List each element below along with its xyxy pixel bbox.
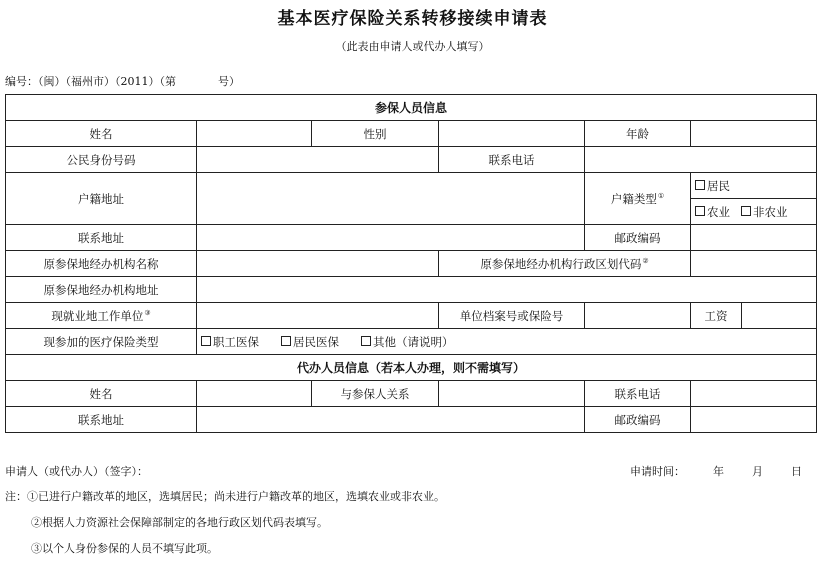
other-insurance-label: 其他（请说明） [373,334,454,349]
postal-code-field[interactable] [691,225,817,251]
note-2: ②根据人力资源社会保障部制定的各地行政区划代码表填写。 [31,516,328,529]
notes-label: 注： [5,490,27,503]
region-code-text: 原参保地经办机构行政区划代码 [480,256,642,271]
agent-phone-label: 联系电话 [585,381,691,407]
insurance-type-options [197,329,817,355]
id-number-label: 公民身份号码 [6,147,197,173]
agent-name-field[interactable] [197,381,312,407]
agent-relation-label: 与参保人关系 [312,381,439,407]
footnote-1-mark: ① [657,191,665,200]
id-number-field[interactable] [197,147,439,173]
agent-relation-field[interactable] [439,381,585,407]
orig-agency-address-label: 原参保地经办机构地址 [6,277,197,303]
resident-insurance-checkbox[interactable] [281,336,291,346]
form-title: 基本医疗保险关系转移接续申请表 [277,9,548,29]
agent-name-label: 姓名 [6,381,197,407]
age-label: 年龄 [585,121,691,147]
month-label: 月 [751,465,763,478]
orig-agency-name-field[interactable] [197,251,439,277]
salary-label: 工资 [691,303,742,329]
agricultural-checkbox[interactable] [695,206,705,216]
time-label: 申请时间： [630,465,685,478]
name-field[interactable] [197,121,312,147]
application-time [630,463,802,479]
insurance-type-label: 现参加的医疗保险类型 [6,329,197,355]
agent-postal-field[interactable] [691,407,817,433]
age-field[interactable] [691,121,817,147]
agri-options [691,199,817,225]
employer-label [6,303,197,329]
footnote-2-mark: ② [642,256,649,265]
agent-address-label: 联系地址 [6,407,197,433]
employee-insurance-checkbox[interactable] [201,336,211,346]
resident-label: 居民 [707,178,730,193]
employer-field[interactable] [197,303,439,329]
agricultural-label: 农业 [707,204,730,219]
footnote-3-mark: ③ [144,308,151,317]
agent-section-heading: 代办人员信息（若本人办理，则不需填写） [6,355,817,381]
non-agricultural-label: 非农业 [752,204,788,219]
note-1-text: ①已进行户籍改革的地区，选填居民；尚未进行户籍改革的地区，选填农业或非农业。 [27,490,445,503]
orig-agency-name-label: 原参保地经办机构名称 [6,251,197,277]
resident-insurance-label: 居民医保 [293,334,339,349]
region-code-field[interactable] [691,251,817,277]
application-form-table [5,94,817,433]
agent-postal-label: 邮政编码 [585,407,691,433]
other-insurance-checkbox[interactable] [361,336,371,346]
contact-address-label: 联系地址 [6,225,197,251]
applicant-signature-label: 申请人（或代办人）（签字）： [5,465,148,478]
postal-code-label: 邮政编码 [585,225,691,251]
resident-checkbox[interactable] [695,180,705,190]
agent-phone-field[interactable] [691,381,817,407]
salary-field[interactable] [742,303,817,329]
note-3: ③以个人身份参保的人员不填写此项。 [31,542,218,555]
file-number-label: 单位档案号或保险号 [439,303,585,329]
phone-field[interactable] [585,147,817,173]
year-label: 年 [712,465,724,478]
insured-section-heading: 参保人员信息 [6,95,817,121]
employer-text: 现就业地工作单位 [51,308,144,323]
household-address-label: 户籍地址 [6,173,197,225]
household-address-field[interactable] [197,173,585,225]
file-number-field[interactable] [585,303,691,329]
agent-address-field[interactable] [197,407,585,433]
gender-field[interactable] [439,121,585,147]
household-type-label [585,173,691,225]
orig-agency-address-field[interactable] [197,277,817,303]
serial-number: 编号：（闽）（福州市）（2011）（第 号） [5,75,240,88]
name-label: 姓名 [6,121,197,147]
note-1 [5,490,445,516]
employee-insurance-label: 职工医保 [213,334,259,349]
region-code-label [439,251,691,277]
non-agricultural-checkbox[interactable] [741,206,751,216]
day-label: 日 [790,465,802,478]
household-type-text: 户籍类型 [610,191,657,206]
phone-label: 联系电话 [439,147,585,173]
form-subtitle: （此表由申请人或代办人填写） [335,40,490,53]
resident-option[interactable] [691,173,817,199]
contact-address-field[interactable] [197,225,585,251]
notes-block [5,490,445,568]
gender-label: 性别 [312,121,439,147]
